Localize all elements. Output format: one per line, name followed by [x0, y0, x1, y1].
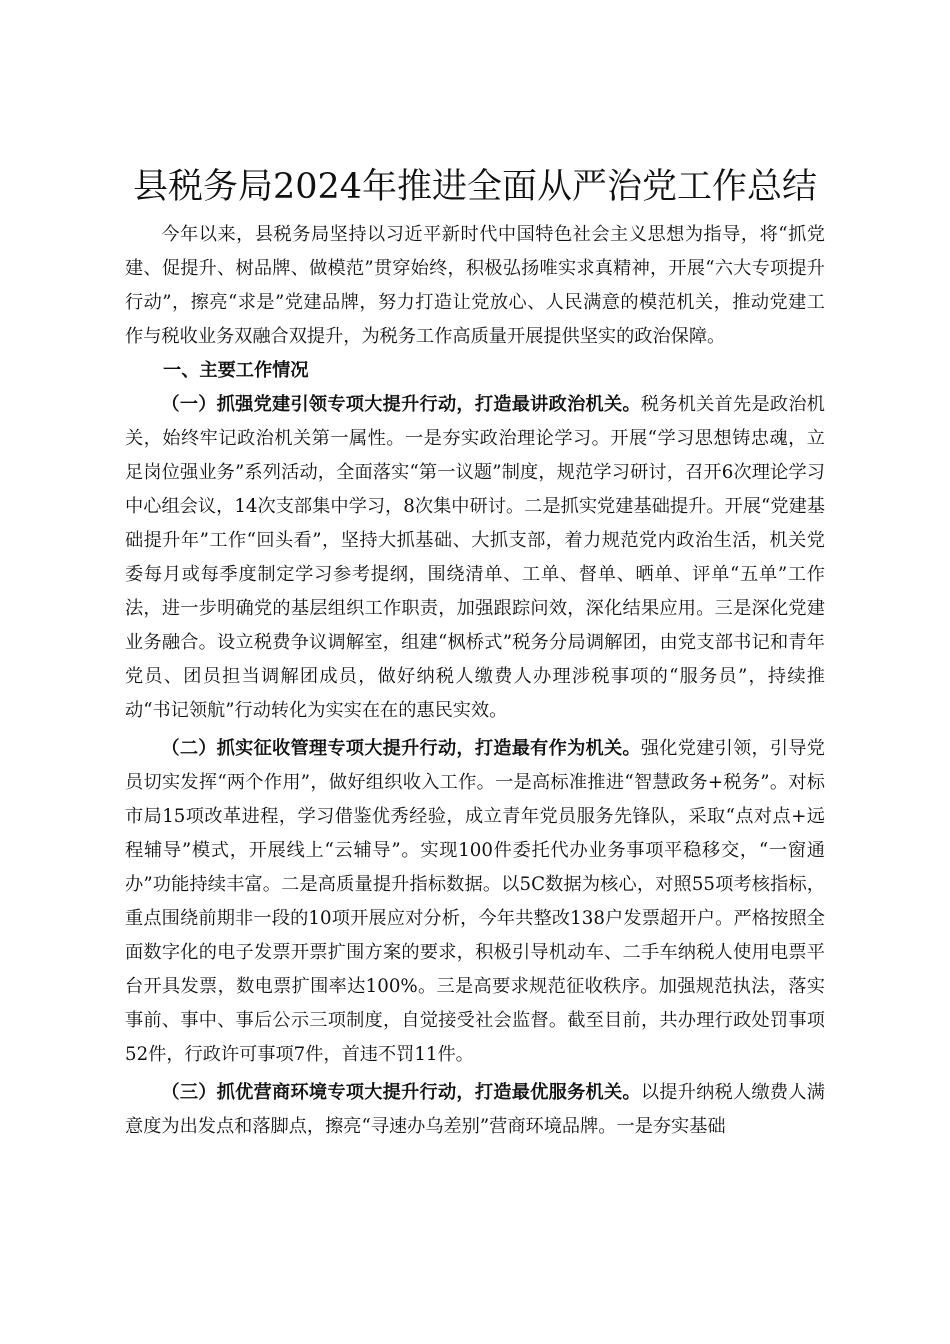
subsection-1-heading: （一）抓强党建引领专项大提升行动，打造最讲政治机关。 [161, 394, 641, 415]
subsection-1-paragraph [125, 388, 825, 728]
intro-paragraph: 今年以来，县税务局坚持以习近平新时代中国特色社会主义思想为指导，将“抓党建、促提升、树品牌、做模范”贯穿始终，积极弘扬唯实求真精神，开展“六大专项提升行动”，擦亮“求是”党建品牌，努力打造让党放心、人民满意的模范机关，推动党建工作与税收业务双融合双提升，为税务工作高质量开展提供坚实的政治保障。 [125, 224, 825, 347]
document-title: 县税务局2024年推进全面从严治党工作总结 [132, 167, 818, 207]
document-body [125, 218, 825, 1144]
subsection-2-body: 强化党建引领，引导党员切实发挥“两个作用”，做好组织收入工作。一是高标准推进“智慧政务+税务”。对标市局15项改革进程，学习借鉴优秀经验，成立青年党员服务先锋队，采取“点对点+远程辅导”模式，开展线上“云辅导”。实现100件委托代办业务事项平稳移交，“一窗通办”功能持续丰富。二是高质量提升指标数据。以5C数据为核心，对照55项考核指标，重点围绕前期非一段的10项开展应对分析，今年共整改138户发票超开户。严格按照全面数字化的电子发票开票扩围方案的要求，积极引导机动车、二手车纳税人使用电票平台开具发票，数电票扩围率达100%。三是高要求规范征收秩序。加强规范执法，落实事前、事中、事后公示三项制度，自觉接受社会监督。截至目前，共办理行政处罚事项52件，行政许可事项7件，首违不罚11件。 [125, 738, 825, 1065]
subsection-3-paragraph [125, 1076, 825, 1144]
subsection-3-heading: （三）抓优营商环境专项大提升行动，打造最优服务机关。 [161, 1082, 641, 1103]
subsection-2-heading: （二）抓实征收管理专项大提升行动，打造最有作为机关。 [161, 738, 641, 759]
section-heading: 一、主要工作情况 [163, 360, 309, 381]
subsection-1-body: 税务机关首先是政治机关，始终牢记政治机关第一属性。一是夯实政治理论学习。开展“学习思想铸忠魂，立足岗位强业务”系列活动，全面落实“第一议题”制度，规范学习研讨，召开6次理论学习中心组会议，14次支部集中学习，8次集中研讨。二是抓实党建基础提升。开展“党建基础提升年”工作“回头看”，坚持大抓基础、大抓支部，着力规范党内政治生活，机关党委每月或每季度制定学习参考提纲，围绕清单、工单、督单、晒单、评单“五单”工作法，进一步明确党的基层组织工作职责，加强跟踪问效，深化结果应用。三是深化党建业务融合。设立税费争议调解室，组建“枫桥式”税务分局调解团，由党支部书记和青年党员、团员担当调解团成员，做好纳税人缴费人办理涉税事项的“服务员”，持续推动“书记领航”行动转化为实实在在的惠民实效。 [125, 394, 825, 721]
subsection-2-paragraph [125, 732, 825, 1072]
subsection-3-body: 以提升纳税人缴费人满意度为出发点和落脚点，擦亮“寻速办乌差别”营商环境品牌。一是夯实基础 [125, 1082, 825, 1137]
